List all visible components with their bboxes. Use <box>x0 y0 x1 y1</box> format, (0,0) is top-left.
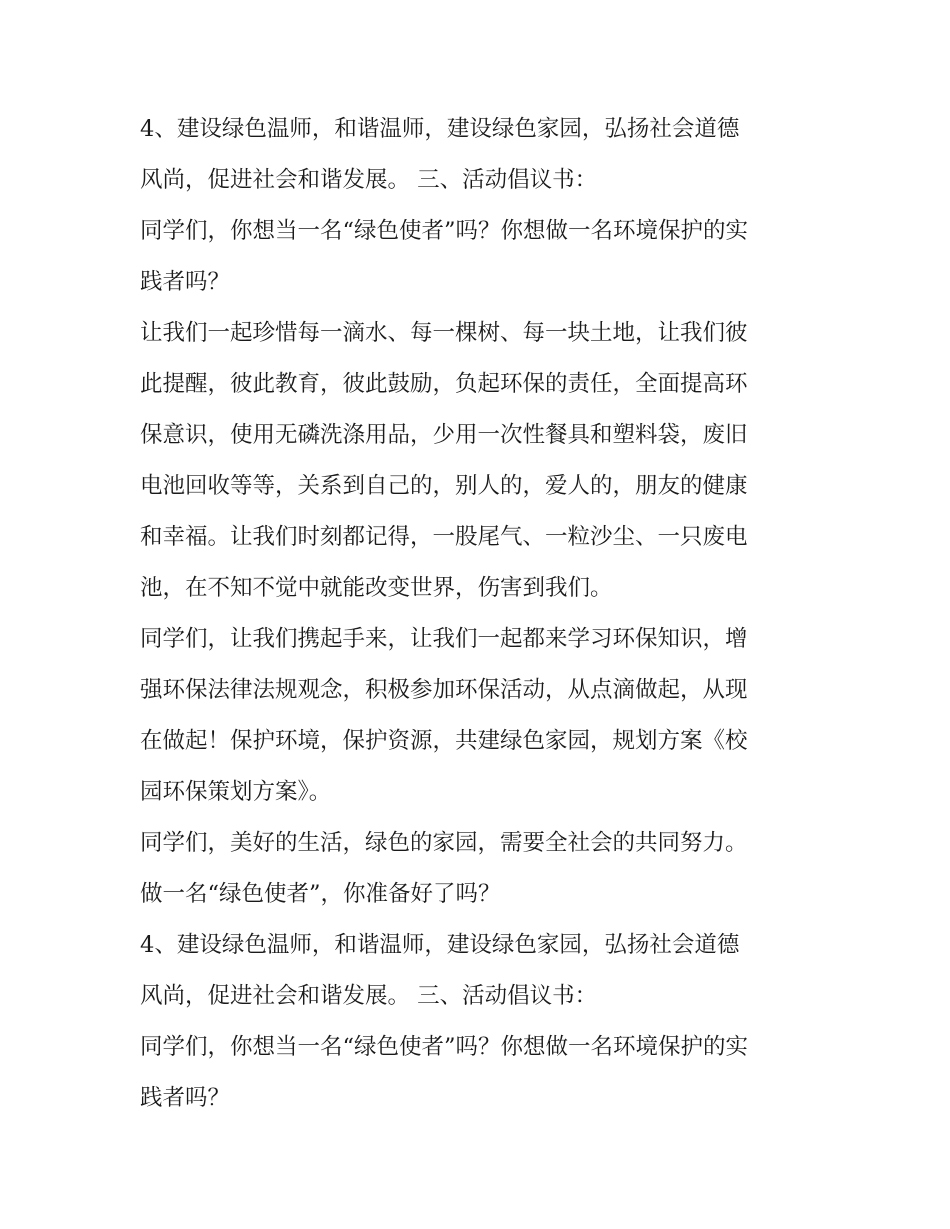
text-line: 此提醒，彼此教育，彼此鼓励，负起环保的责任，全面提高环 <box>140 371 748 397</box>
text-line: 同学们，美好的生活，绿色的家园，需要全社会的共同努力。 <box>140 830 748 856</box>
text-line: 在做起！保护环境，保护资源，共建绿色家园，规划方案《校 <box>140 728 748 754</box>
document-body <box>140 104 820 1124</box>
text-line: 同学们，你想当一名“绿色使者”吗？你想做一名环境保护的实 <box>140 218 749 244</box>
text-line: 电池回收等等，关系到自己的，别人的，爱人的，朋友的健康 <box>140 473 748 499</box>
paragraph-green-messenger-question-repeat <box>140 1022 820 1124</box>
paragraph-initiative-goal <box>140 104 820 206</box>
text-line: 让我们一起珍惜每一滴水、每一棵树、每一块土地，让我们彼 <box>140 320 748 346</box>
text-line: 做一名“绿色使者”，你准备好了吗？ <box>140 881 501 907</box>
paragraph-initiative-goal-repeat <box>140 920 820 1022</box>
text-line: 和幸福。让我们时刻都记得，一股尾气、一粒沙尘、一只废电 <box>140 524 748 550</box>
text-line: 同学们，让我们携起手来，让我们一起都来学习环保知识，增 <box>140 626 748 652</box>
paragraph-cherish-resources <box>140 308 820 614</box>
text-line: 风尚，促进社会和谐发展。 三、活动倡议书： <box>140 167 598 193</box>
paragraph-closing-question <box>140 818 820 920</box>
text-line: 池，在不知不觉中就能改变世界，伤害到我们。 <box>140 575 613 601</box>
text-line: 4、建设绿色温师，和谐温师，建设绿色家园，弘扬社会道德 <box>140 116 740 142</box>
text-line: 践者吗？ <box>140 1085 231 1111</box>
text-line: 保意识，使用无磷洗涤用品，少用一次性餐具和塑料袋，废旧 <box>140 422 748 448</box>
text-line: 强环保法律法规观念，积极参加环保活动，从点滴做起，从现 <box>140 677 748 703</box>
text-line: 园环保策划方案》。 <box>140 779 332 805</box>
text-line: 同学们，你想当一名“绿色使者”吗？你想做一名环境保护的实 <box>140 1034 749 1060</box>
paragraph-join-hands <box>140 614 820 818</box>
paragraph-green-messenger-question <box>140 206 820 308</box>
text-line: 风尚，促进社会和谐发展。 三、活动倡议书： <box>140 983 598 1009</box>
text-line: 践者吗？ <box>140 269 231 295</box>
text-line: 4、建设绿色温师，和谐温师，建设绿色家园，弘扬社会道德 <box>140 932 740 958</box>
